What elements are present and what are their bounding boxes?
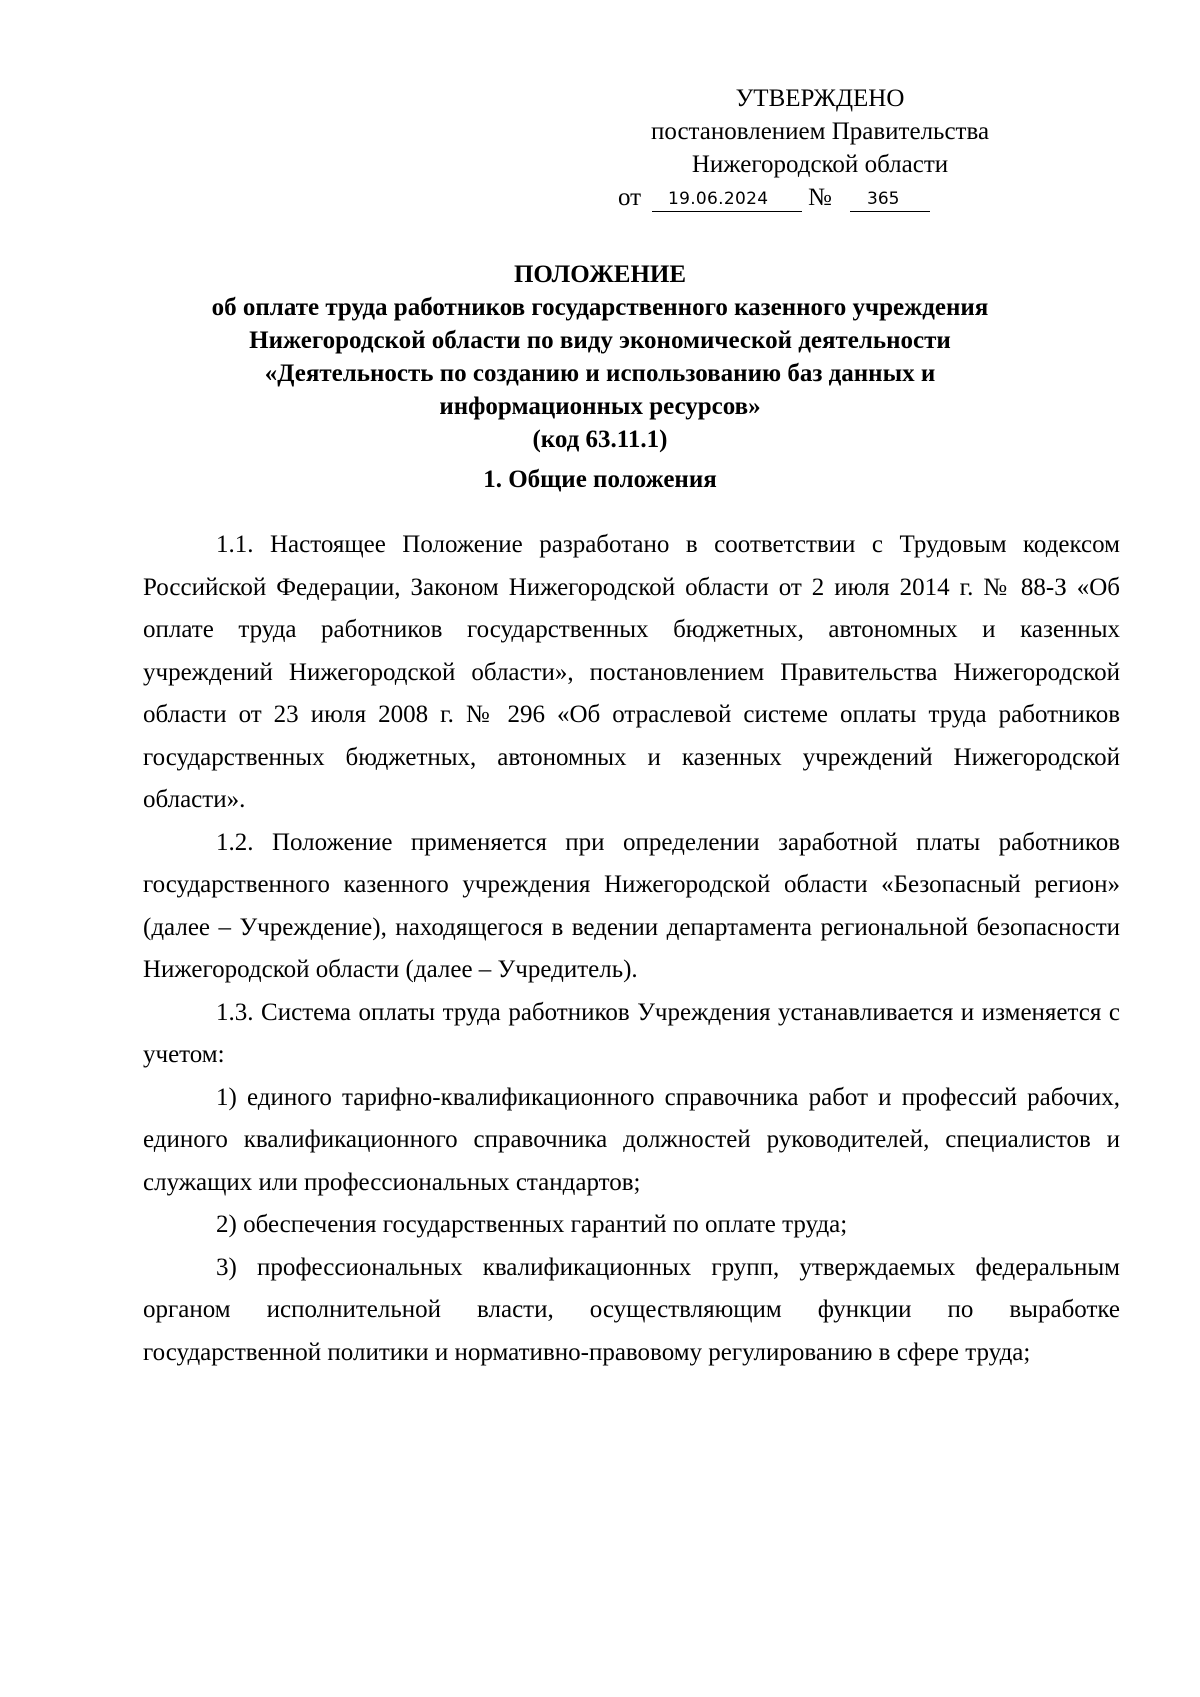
paragraph-1-1: 1.1. Настоящее Положение разработано в соответствии с Трудовым кодексом Российской Федерации, Законом Нижегородской области от 2 июля 2014 г. № 88-З «Об оплате труда работников государственных бюджетных, автономных и казенных учреждений Нижегородской области», постановлением Правительства Нижегородской области от 23 июля 2008 г. № 296 «Об отраслевой системе оплаты труда работников государственных бюджетных, автономных и казенных учреждений Нижегородской области».: [143, 531, 1120, 813]
paragraph-1-3: 1.3. Система оплаты труда работников Учреждения устанавливается и изменяется с учетом:: [143, 998, 1120, 1068]
approval-stamp-block: [560, 82, 1080, 214]
approval-heading: УТВЕРЖДЕНО: [735, 85, 905, 112]
document-title: [120, 258, 1080, 456]
title-heading: ПОЛОЖЕНИЕ: [513, 261, 687, 288]
title-line-2: Нижегородской области по виду экономической деятельности: [249, 327, 951, 354]
approval-line-2: Нижегородской области: [691, 151, 949, 178]
date-prefix: от: [618, 184, 642, 211]
list-item-3: 3) профессиональных квалификационных групп, утверждаемых федеральным органом исполнительной власти, осуществляющим функции по выработке государственной политики и нормативно-правовому регулированию в сфере труда;: [143, 1253, 1120, 1366]
approval-line-1: постановлением Правительства: [650, 118, 990, 145]
approval-date: 19.06.2024: [668, 189, 769, 209]
paragraph-1-2: 1.2. Положение применяется при определении заработной платы работников государственного казенного учреждения Нижегородской области «Безопасный регион» (далее – Учреждение), находящегося в ведении департамента региональной безопасности Нижегородской области (далее – Учредитель).: [143, 828, 1120, 983]
number-sign: №: [808, 184, 832, 211]
list-item-2: 2) обеспечения государственных гарантий по оплате труда;: [216, 1211, 848, 1238]
approval-date-line: [560, 181, 1080, 214]
section-body: [143, 524, 1120, 1374]
list-item-1: 1) единого тарифно-квалификационного справочника работ и профессий рабочих, единого квалификационного справочника должностей руководителей, специалистов и служащих или профессиональных стандартов;: [143, 1083, 1120, 1196]
title-line-4: информационных ресурсов»: [439, 393, 761, 420]
title-code: (код 63.11.1): [532, 426, 668, 453]
section-heading: 1. Общие положения: [483, 466, 717, 493]
title-line-3: «Деятельность по созданию и использованию баз данных и: [264, 360, 936, 387]
approval-number: 365: [867, 189, 900, 209]
title-line-1: об оплате труда работников государственного казенного учреждения: [211, 294, 989, 321]
